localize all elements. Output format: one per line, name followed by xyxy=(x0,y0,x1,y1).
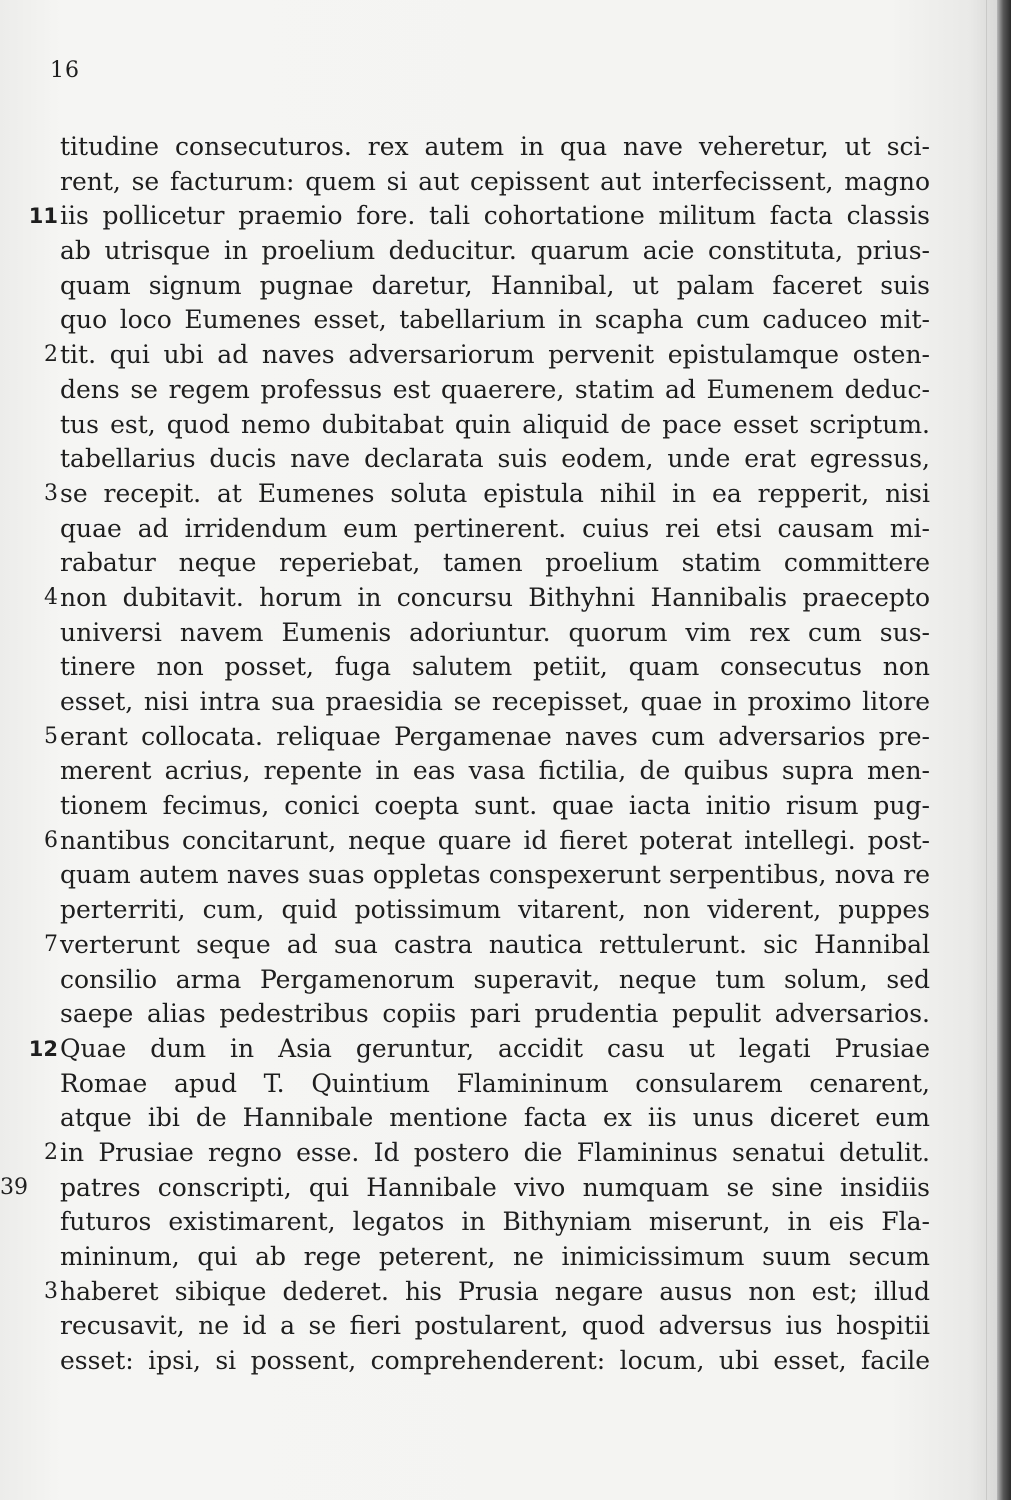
text-line xyxy=(20,1032,950,1067)
section-number: 12 xyxy=(28,1036,58,1061)
text-line xyxy=(20,789,950,824)
text-line xyxy=(20,1240,950,1275)
line-text: Romae apud T. Quintium Flamininum consularem cenarent, xyxy=(60,1068,930,1098)
text-line xyxy=(20,1275,950,1310)
line-text: esset: ipsi, si possent, comprehenderent: locum, ubi esset, facile xyxy=(60,1346,930,1376)
line-text: tionem fecimus, conici coepta sunt. quae iacta initio risum pug- xyxy=(60,791,930,821)
text-line xyxy=(20,303,950,338)
line-text: perterriti, cum, quid potissimum vitarent, non viderent, puppes xyxy=(60,895,930,925)
line-text: quae ad irridendum eum pertinerent. cuius rei etsi causam mi- xyxy=(60,513,930,543)
line-text: recusavit, ne id a se fieri postularent, quod adversus ius hospitii xyxy=(60,1311,930,1341)
line-text: haberet sibique dederet. his Prusia negare ausus non est; illud xyxy=(60,1276,930,1306)
text-line xyxy=(20,1205,950,1240)
line-text: verterunt seque ad sua castra nautica rettulerunt. sic Hannibal xyxy=(60,929,930,959)
line-text: non dubitavit. horum in concursu Bithyhni Hannibalis praecepto xyxy=(60,582,930,612)
text-line xyxy=(20,1344,950,1379)
line-text: atque ibi de Hannibale mentione facta ex iis unus diceret eum xyxy=(60,1103,930,1133)
text-line xyxy=(20,754,950,789)
text-line xyxy=(20,477,950,512)
line-text: rent, se facturum: quem si aut cepissent aut interfecissent, magno xyxy=(60,166,930,196)
section-number: 7 xyxy=(44,931,58,957)
text-line xyxy=(20,963,950,998)
line-text: iis pollicetur praemio fore. tali cohortatione militum facta classis xyxy=(60,201,930,231)
page-edge-shadow xyxy=(997,0,1011,1500)
line-text: futuros existimarent, legatos in Bithyniam miserunt, in eis Fla- xyxy=(60,1207,930,1237)
text-line xyxy=(20,234,950,269)
text-line xyxy=(20,408,950,443)
text-line xyxy=(20,338,950,373)
text-line xyxy=(20,1101,950,1136)
line-text: tus est, quod nemo dubitabat quin aliquid de pace esset scriptum. xyxy=(60,409,930,439)
line-text: titudine consecuturos. rex autem in qua nave veheretur, ut sci- xyxy=(60,132,930,161)
section-number: 3 xyxy=(44,1278,58,1304)
text-line xyxy=(20,824,950,859)
text-line xyxy=(20,1136,950,1171)
section-number: 2 xyxy=(44,342,58,368)
text-line xyxy=(20,1309,950,1344)
text-line xyxy=(20,997,950,1032)
text-line xyxy=(20,928,950,963)
line-text: tit. qui ubi ad naves adversariorum pervenit epistulamque osten- xyxy=(60,340,930,370)
text-line xyxy=(20,373,950,408)
section-number: 3 xyxy=(44,480,58,506)
line-text: mininum, qui ab rege peterent, ne inimicissimum suum secum xyxy=(60,1242,930,1271)
line-text: ab utrisque in proelium deducitur. quarum acie constituta, prius- xyxy=(60,236,930,266)
line-text: esset, nisi intra sua praesidia se recepisset, quae in proximo litore xyxy=(60,687,930,716)
line-text: merent acrius, repente in eas vasa fictilia, de quibus supra men- xyxy=(60,756,930,786)
text-line xyxy=(20,616,950,651)
section-number: 2 xyxy=(44,1139,58,1165)
text-line xyxy=(0,1171,950,1206)
line-text: quam signum pugnae daretur, Hannibal, ut palam faceret suis xyxy=(60,270,930,300)
page-fold-line xyxy=(986,0,987,1500)
line-text: consilio arma Pergamenorum superavit, neque tum solum, sed xyxy=(60,964,930,994)
text-line xyxy=(20,581,950,616)
text-line xyxy=(20,650,950,685)
text-line xyxy=(20,199,950,234)
text-line xyxy=(20,858,950,893)
line-text: universi navem Eumenis adoriuntur. quorum vim rex cum sus- xyxy=(60,617,930,647)
section-number: 4 xyxy=(44,584,58,610)
text-line xyxy=(20,165,950,200)
text-line xyxy=(20,893,950,928)
section-number: 11 xyxy=(28,204,58,229)
text-line xyxy=(20,442,950,477)
section-number: 6 xyxy=(44,827,58,853)
text-line xyxy=(20,546,950,581)
line-text: dens se regem professus est quaerere, statim ad Eumenem deduc- xyxy=(60,374,930,404)
text-line xyxy=(20,130,950,165)
line-text: in Prusiae regno esse. Id postero die Flamininus senatui detulit. xyxy=(60,1137,930,1167)
line-text: nantibus concitarunt, neque quare id fieret poterat intellegi. post- xyxy=(60,825,930,855)
line-text: erant collocata. reliquae Pergamenae naves cum adversarios pre- xyxy=(60,721,930,751)
text-line xyxy=(20,720,950,755)
line-text: patres conscripti, qui Hannibale vivo numquam se sine insidiis xyxy=(60,1172,930,1202)
text-line xyxy=(20,512,950,547)
body-text xyxy=(0,130,950,1379)
text-line xyxy=(20,685,950,720)
page-number: 16 xyxy=(50,58,80,83)
text-line xyxy=(20,1067,950,1102)
line-text: quam autem naves suas oppletas conspexerunt serpentibus, nova re xyxy=(60,860,930,890)
line-text: tinere non posset, fuga salutem petiit, quam consecutus non xyxy=(60,652,930,682)
line-text: quo loco Eumenes esset, tabellarium in scapha cum caduceo mit- xyxy=(60,305,930,335)
section-number: 5 xyxy=(44,723,58,749)
line-text: rabatur neque reperiebat, tamen proelium statim committere xyxy=(60,548,930,578)
line-text: se recepit. at Eumenes soluta epistula nihil in ea repperit, nisi xyxy=(60,478,930,508)
line-text: tabellarius ducis nave declarata suis eodem, unde erat egressus, xyxy=(60,444,930,474)
line-text: Quae dum in Asia geruntur, accidit casu ut legati Prusiae xyxy=(60,1033,930,1063)
text-line xyxy=(20,269,950,304)
line-text: saepe alias pedestribus copiis pari prudentia pepulit adversarios. xyxy=(60,999,930,1029)
section-number: 39 xyxy=(0,1174,28,1200)
